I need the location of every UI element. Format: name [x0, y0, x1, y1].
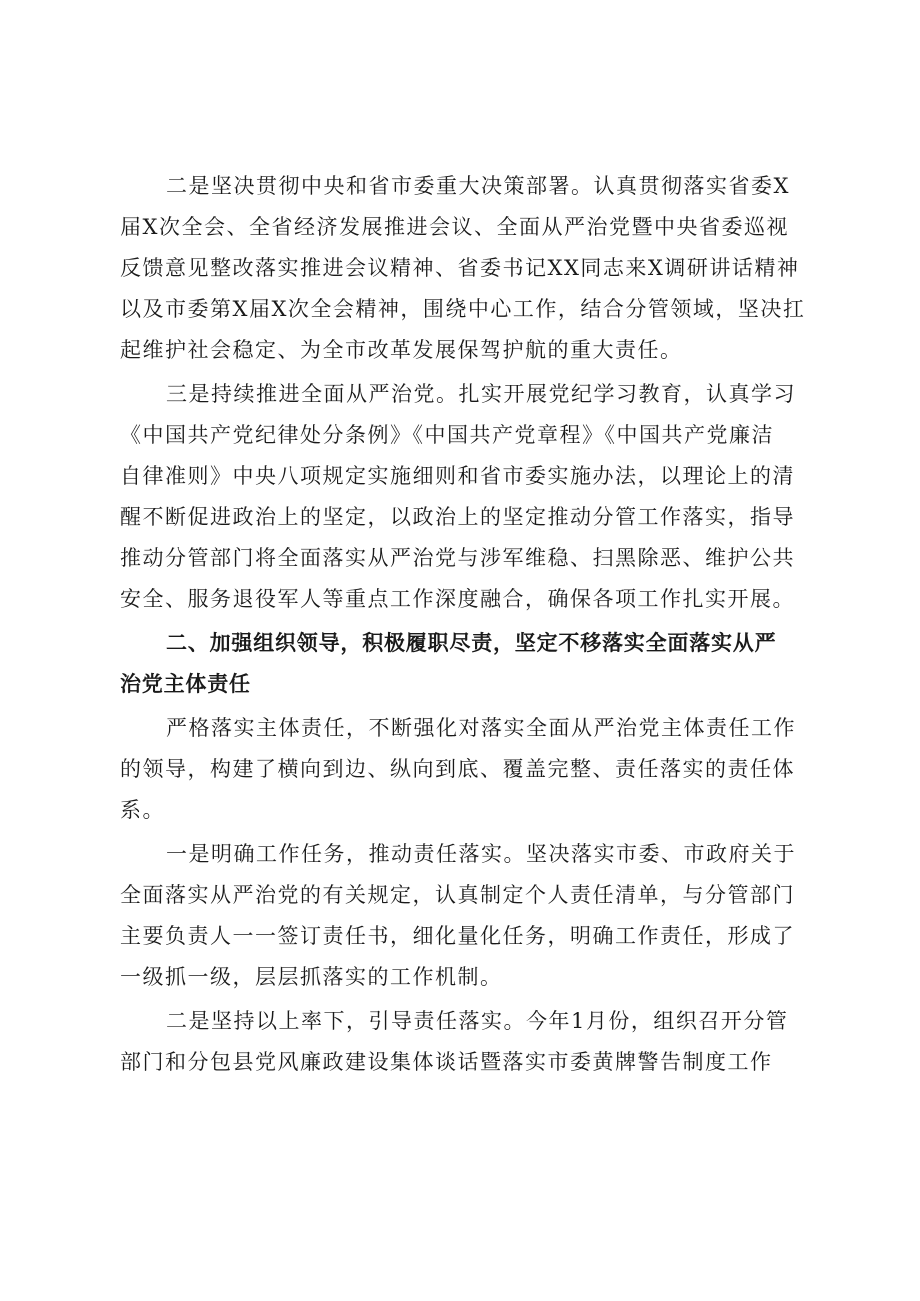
section-heading: 治党主体责任 — [120, 672, 251, 696]
paragraph-line: 以及市委第X届X次全会精神，围绕中心工作，结合分管领域，坚决扛 — [120, 297, 806, 321]
section-heading: 二、加强组织领导，积极履职尽责，坚定不移落实全面落实从严 — [166, 631, 777, 655]
paragraph-line: 反馈意见整改落实推进会议精神、省委书记XX同志来X调研讲话精神 — [120, 256, 800, 280]
paragraph-line: 《中国共产党纪律处分条例》《中国共产党章程》《中国共产党廉洁 — [120, 423, 774, 447]
paragraph-line: 醒不断促进政治上的坚定，以政治上的坚定推动分管工作落实，指导 — [120, 505, 795, 529]
paragraph-line: 推动分管部门将全面落实从严治党与涉军维稳、扫黑除恶、维护公共 — [120, 546, 795, 570]
paragraph-line: 的领导，构建了横向到边、纵向到底、覆盖完整、责任落实的责任体 — [120, 757, 795, 781]
paragraph-line: 起维护社会稳定、为全市改革发展保驾护航的重大责任。 — [120, 338, 683, 362]
paragraph-line: 全面落实从严治党的有关规定，认真制定个人责任清单，与分管部门 — [120, 883, 795, 907]
paragraph-line: 三是持续推进全面从严治党。扎实开展党纪学习教育，认真学习 — [166, 382, 796, 406]
paragraph-line: 二是坚持以上率下，引导责任落实。今年1月份，组织召开分管 — [166, 1009, 789, 1033]
paragraph-line: 安全、服务退役军人等重点工作深度融合，确保各项工作扎实开展。 — [120, 587, 795, 611]
paragraph-line: 严格落实主体责任，不断强化对落实全面从严治党主体责任工作 — [166, 716, 796, 740]
paragraph-line: 自律准则》中央八项规定实施细则和省市委实施办法，以理论上的清 — [120, 464, 795, 488]
paragraph-line: 系。 — [120, 798, 165, 822]
paragraph-line: 部门和分包县党风廉政建设集体谈话暨落实市委黄牌警告制度工作 — [120, 1050, 773, 1074]
paragraph-line: 一是明确工作任务，推动责任落实。坚决落实市委、市政府关于 — [166, 842, 796, 866]
paragraph-line: 一级抓一级，层层抓落实的工作机制。 — [120, 965, 503, 989]
paragraph-line: 届X次全会、全省经济发展推进会议、全面从严治党暨中央省委巡视 — [120, 215, 789, 239]
paragraph-line: 二是坚决贯彻中央和省市委重大决策部署。认真贯彻落实省委X — [166, 174, 790, 198]
paragraph-line: 主要负责人一一签订责任书，细化量化任务，明确工作责任，形成了 — [120, 924, 795, 948]
